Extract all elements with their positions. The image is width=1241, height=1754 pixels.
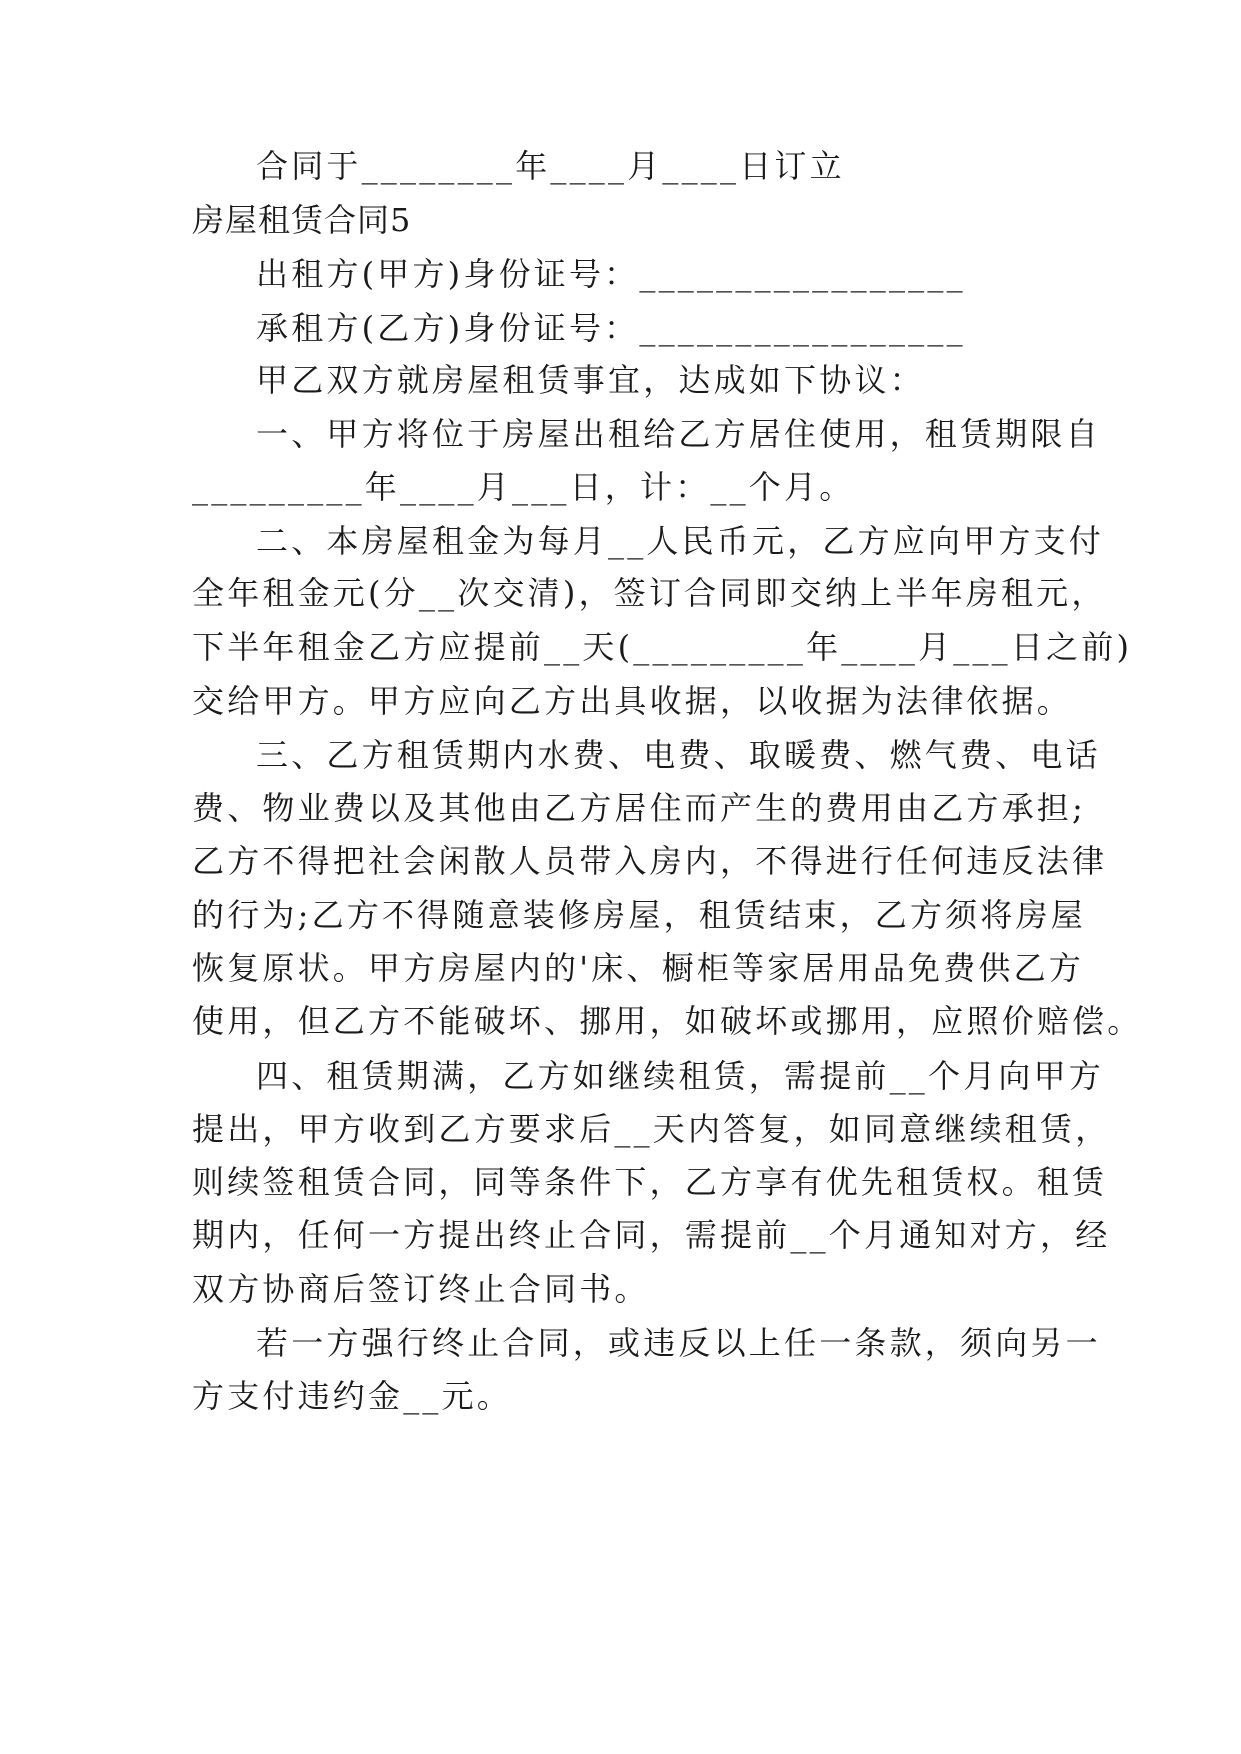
penalty-line-1: 若一方强行终止合同，或违反以上任一条款，须向另一 bbox=[256, 1324, 1101, 1362]
clause-3-line-3: 乙方不得把社会闲散人员带入房内，不得进行任何违反法律 bbox=[192, 842, 1108, 880]
clause-4-line-5: 双方协商后签订终止合同书。 bbox=[192, 1270, 650, 1308]
clause-4-line-4: 期内，任何一方提出终止合同，需提前__个月通知对方，经 bbox=[192, 1216, 1111, 1254]
clause-1-line-1: 一、甲方将位于房屋出租给乙方居住使用，租赁期限自 bbox=[256, 415, 1101, 453]
clause-2-line-3: 下半年租金乙方应提前__天(_________年____月___日之前) bbox=[192, 628, 1133, 666]
lessee-id-line: 承租方(乙方)身份证号：_________________ bbox=[256, 309, 966, 347]
clause-2-line-1: 二、本房屋租金为每月__人民币元，乙方应向甲方支付 bbox=[256, 522, 1105, 560]
clause-2-line-2: 全年租金元(分__次交清)，签订合同即交纳上半年房租元， bbox=[192, 574, 1107, 612]
penalty-line-2: 方支付违约金__元。 bbox=[192, 1377, 513, 1415]
clause-3-line-4: 的行为;乙方不得随意装修房屋，租赁结束，乙方须将房屋 bbox=[192, 896, 1086, 934]
clause-3-line-5: 恢复原状。甲方房屋内的'床、橱柜等家居用品免费供乙方 bbox=[192, 949, 1084, 987]
agreement-intro: 甲乙双方就房屋租赁事宜，达成如下协议： bbox=[256, 361, 925, 399]
lessor-id-line: 出租方(甲方)身份证号：_________________ bbox=[256, 255, 966, 293]
contract-title: 房屋租赁合同5 bbox=[192, 201, 412, 239]
clause-2-line-4: 交给甲方。甲方应向乙方出具收据，以收据为法律依据。 bbox=[192, 682, 1073, 720]
clause-4-line-2: 提出，甲方收到乙方要求后__天内答复，如同意继续租赁， bbox=[192, 1110, 1111, 1148]
clause-1-line-2: _________年____月___日，计：__个月。 bbox=[192, 468, 855, 506]
clause-3-line-1: 三、乙方租赁期内水费、电费、取暖费、燃气费、电话 bbox=[256, 736, 1101, 774]
clause-3-line-6: 使用，但乙方不能破坏、挪用，如破坏或挪用，应照价赔偿。 bbox=[192, 1002, 1143, 1040]
clause-3-line-2: 费、物业费以及其他由乙方居住而产生的费用由乙方承担; bbox=[192, 789, 1086, 827]
clause-4-line-1: 四、租赁期满，乙方如继续租赁，需提前__个月向甲方 bbox=[256, 1057, 1105, 1095]
clause-4-line-3: 则续签租赁合同，同等条件下，乙方享有优先租赁权。租赁 bbox=[192, 1163, 1108, 1201]
contract-date-line: 合同于________年____月____日订立 bbox=[256, 147, 845, 185]
